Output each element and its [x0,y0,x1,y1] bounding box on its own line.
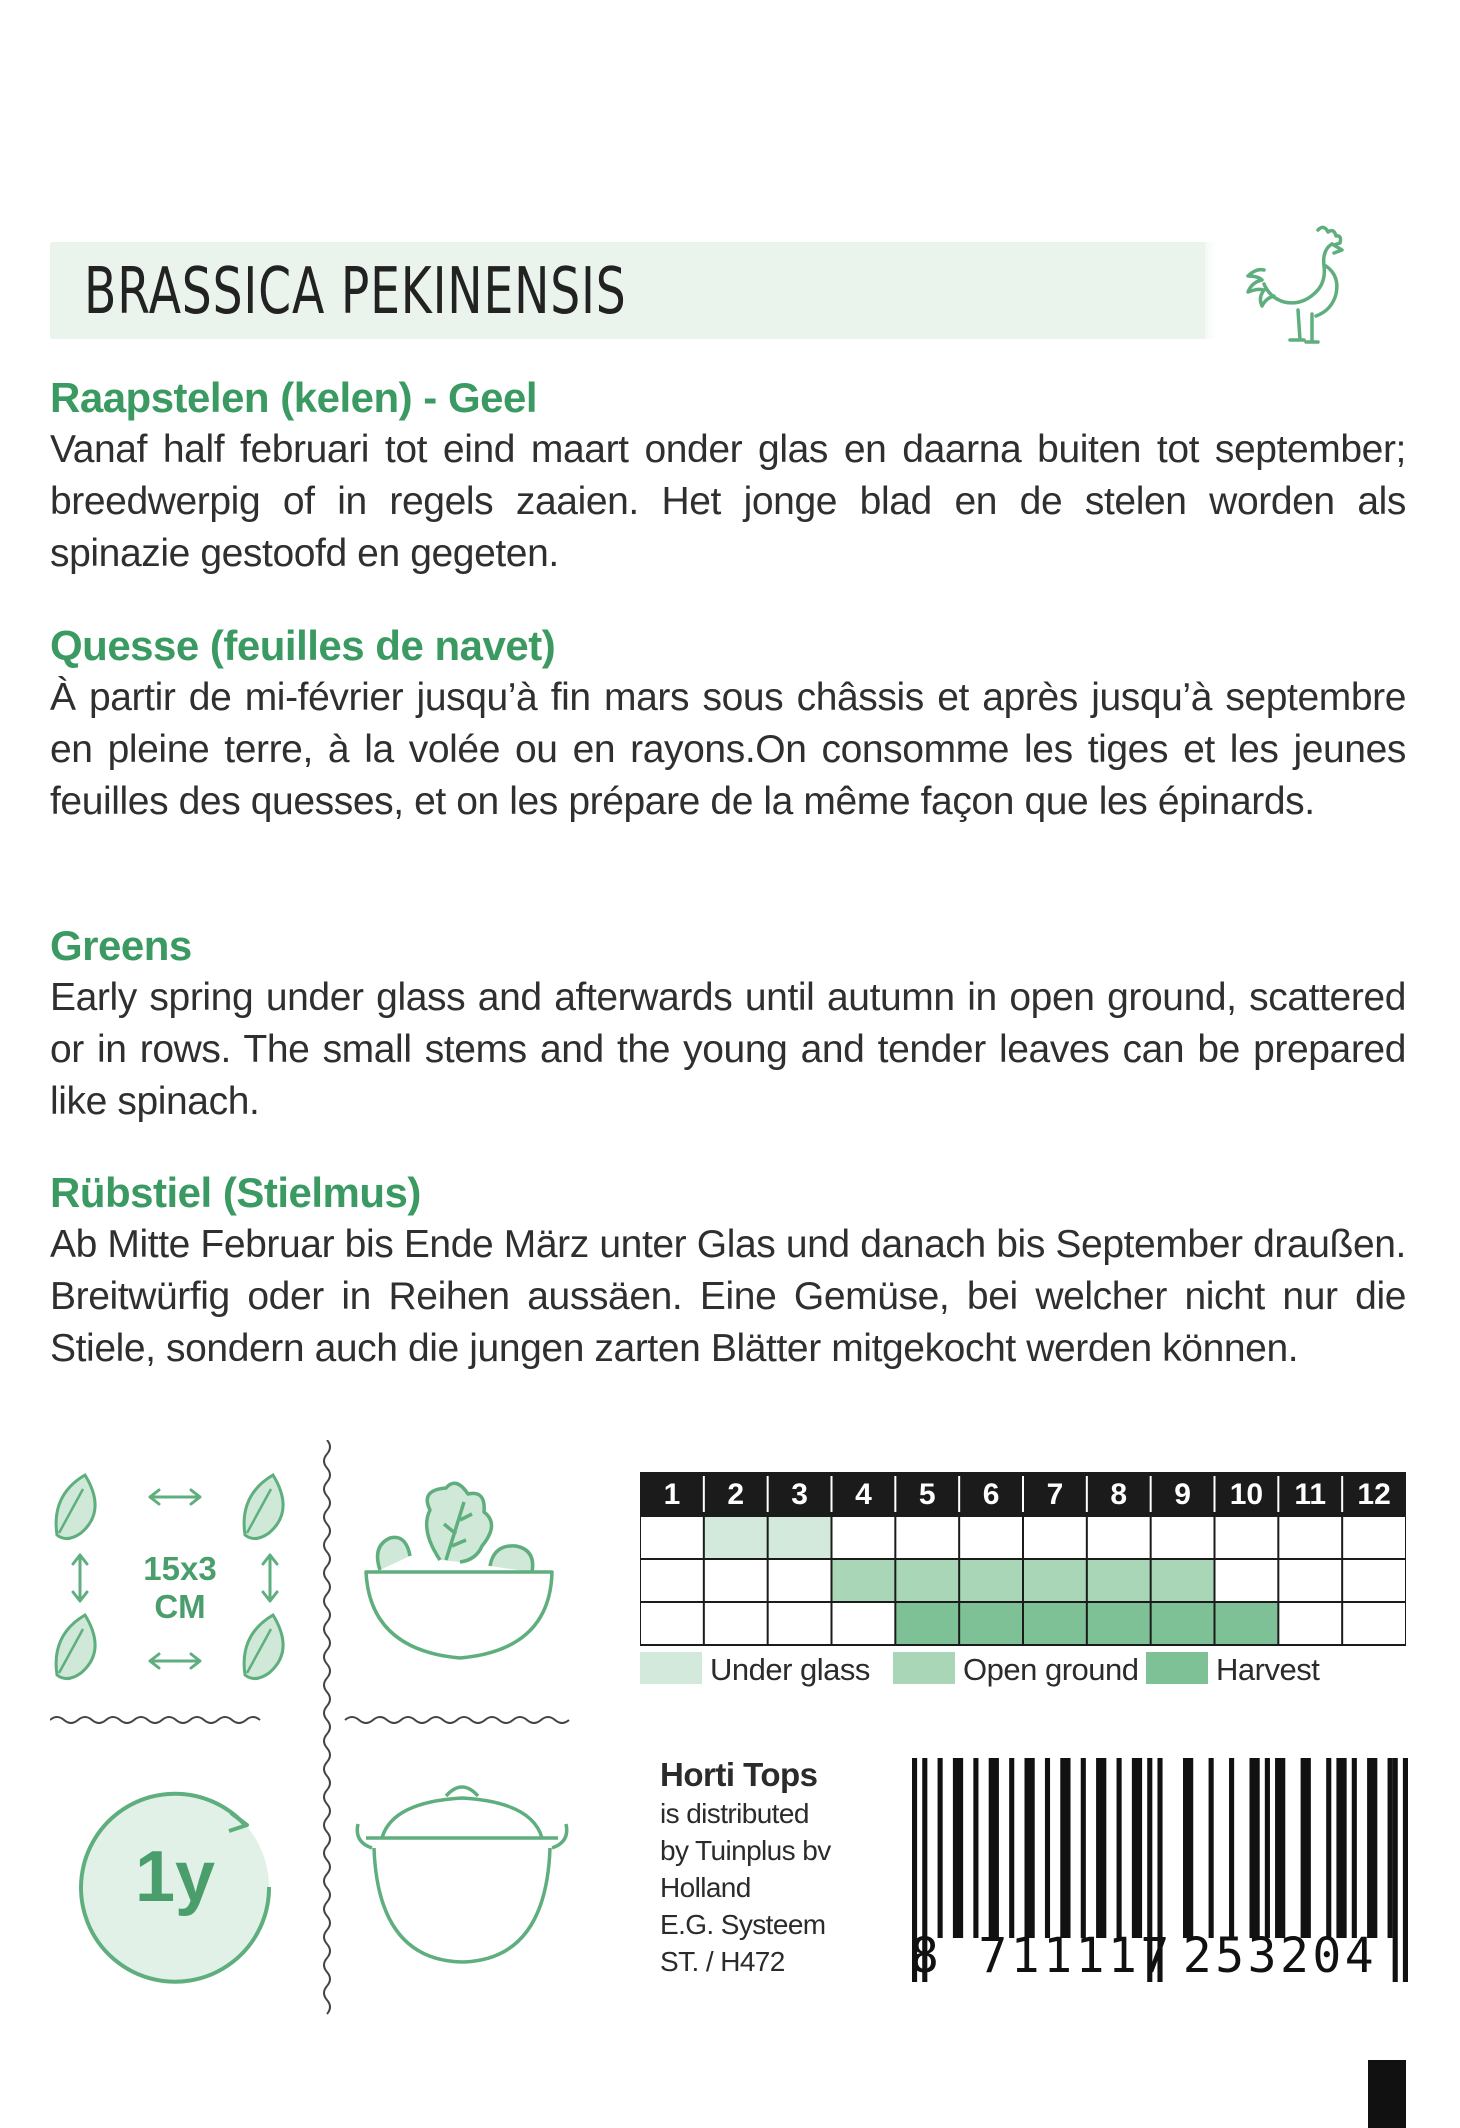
spacing-unit: CM [154,1588,206,1625]
calendar-cell-open-ground [1151,1559,1215,1602]
legend-swatch [893,1652,955,1684]
barcode-group-2: 253204 [1182,1928,1378,1984]
section-english [50,920,1406,1128]
brand-name: Horti Tops [660,1756,818,1793]
spacing-label [130,1550,230,1626]
calendar-cell-harvest [1087,1602,1151,1645]
barcode-bar [1367,1758,1377,1938]
calendar-month-label: 9 [1174,1478,1191,1511]
barcode-bar [1183,1758,1193,1938]
barcode-number [910,1928,1377,1984]
barcode-bar [1045,1758,1050,1938]
calendar-month-label: 2 [727,1478,745,1511]
barcode-bar [1117,1758,1122,1938]
vertical-divider [315,1440,339,2020]
section-text: Vanaf half februari tot eind maart onder glas en daarna buiten tot september; breedwerpig of in regels zaaien. Het jonge blad en de stelen worden als spinazie gestoofd en gegeten. [50,428,1406,575]
calendar-month-label: 8 [1110,1478,1128,1511]
rooster-icon [1240,220,1360,360]
legend-swatch [640,1652,702,1684]
calendar-cell-open-ground [1023,1559,1087,1602]
calendar-month-label: 5 [918,1478,936,1511]
barcode-bar [1132,1758,1142,1938]
section-text: À partir de mi-février jusqu’à fin mars sous châssis et après jusqu’à septembre en pleine terre, à la volée ou en rayons.On consomme les tiges et les jeunes feuilles des quesses, et on les prépare de la même façon que les épinards. [50,676,1406,823]
calendar-cell-open-ground [832,1559,896,1602]
barcode-bar [1249,1758,1259,1938]
barcode-bar [1403,1758,1408,1982]
barcode-bar [1081,1758,1086,1938]
barcode-bar [1326,1758,1331,1938]
barcode-bar [1352,1758,1357,1938]
section-heading: Quesse (feuilles de navet) [50,622,556,669]
latin-name: BRASSICA PEKINENSIS [84,255,627,329]
distributor-info [660,1755,920,1980]
lifecycle-label: 1y [134,1837,216,1917]
barcode-bar [973,1758,978,1938]
distributor-line: ST. / H472 [660,1946,785,1977]
barcode-bar [953,1758,963,1938]
distributor-line: Holland [660,1872,751,1903]
section-heading: Greens [50,922,192,969]
calendar-month-label: 3 [791,1478,808,1511]
barcode-bar [938,1758,943,1938]
distributor-line: is distributed [660,1798,809,1829]
distributor-line: E.G. Systeem [660,1909,826,1940]
calendar-month-label: 6 [982,1478,1000,1511]
legend-label: Open ground [963,1652,1139,1687]
section-heading: Rübstiel (Stielmus) [50,1169,421,1216]
barcode-bar [1096,1758,1106,1938]
section-text: Ab Mitte Februar bis Ende März unter Glas und danach bis September draußen. Breitwürfig oder in Reihen aussäen. Eine Gemüse, bei welcher nicht nur die Stiele, sondern auch die jungen zarten Blätter mitgekocht werden können. [50,1223,1406,1370]
calendar-cell-open-ground [1087,1559,1151,1602]
calendar-cell-harvest [895,1602,959,1645]
calendar-cell-open-ground [959,1559,1023,1602]
legend-label: Harvest [1216,1652,1320,1687]
barcode-first-digit: 8 [910,1928,943,1984]
calendar-month-label: 1 [663,1478,681,1511]
calendar-cell-harvest [1215,1602,1279,1645]
salad-bowl-icon [360,1480,560,1670]
print-mark [1368,2060,1406,2128]
barcode-bar [1301,1758,1311,1938]
section-german [50,1167,1406,1375]
barcode-bar [1229,1758,1234,1938]
calendar-cell-under-glass [704,1516,768,1559]
calendar-month-label: 4 [855,1478,872,1511]
section-text: Early spring under glass and afterwards until autumn in open ground, scattered or in rows. The small stems and the young and tender leaves can be prepared like spinach. [50,976,1406,1123]
sowing-calendar [640,1472,1406,1646]
calendar-cell-harvest [1023,1602,1087,1645]
calendar-month-label: 10 [1229,1478,1264,1511]
cooking-pot-icon [352,1772,572,1972]
barcode-bar [1393,1758,1398,1982]
calendar-month-label: 7 [1046,1478,1064,1511]
barcode-bar [1275,1758,1285,1938]
barcode-bar [1209,1758,1214,1938]
section-dutch [50,372,1406,580]
barcode-bar [1336,1758,1346,1938]
legend-swatch [1146,1652,1208,1684]
barcode-bar [1388,1758,1393,1938]
horizontal-divider [50,1710,610,1730]
calendar-cell-harvest [1151,1602,1215,1645]
barcode-bar [1024,1758,1034,1938]
distributor-line: by Tuinplus bv [660,1835,831,1866]
calendar-month-label: 11 [1294,1478,1327,1511]
barcode-bar [1060,1758,1070,1938]
calendar-cell-harvest [959,1602,1023,1645]
calendar-month-label: 12 [1357,1478,1391,1511]
barcode-group-1: 711117 [978,1928,1173,1984]
barcode-bar [1009,1758,1014,1938]
section-french [50,620,1406,828]
calendar-cell-open-ground [895,1559,959,1602]
calendar-cell-under-glass [768,1516,832,1559]
section-heading: Raapstelen (kelen) - Geel [50,374,538,421]
legend-label: Under glass [710,1652,870,1687]
barcode-bar [1265,1758,1270,1938]
spacing-value: 15x3 [143,1550,217,1587]
barcode-bar [989,1758,999,1938]
